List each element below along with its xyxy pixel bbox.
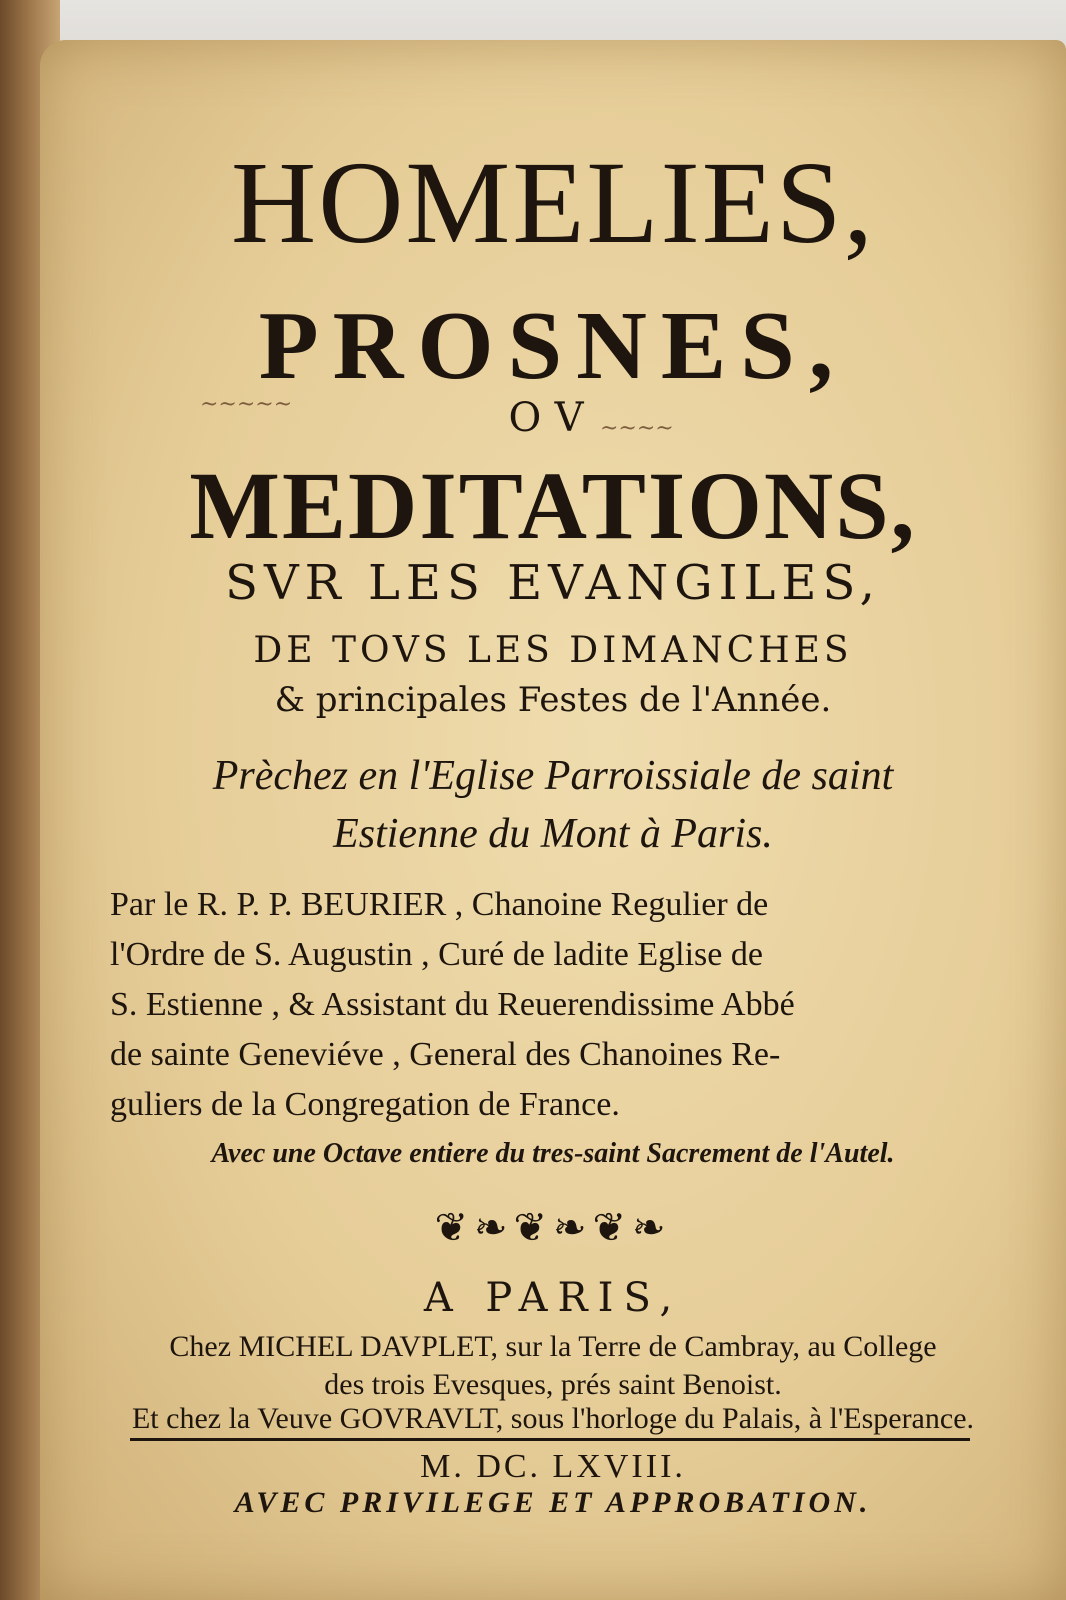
title-line-homelies: HOMELIES, (230, 137, 875, 268)
imprint-year: M. DC. LXVIII. (420, 1448, 686, 1485)
title-page (40, 40, 1066, 1600)
author-line: l'Ordre de S. Augustin , Curé de ladite Eglise de (110, 936, 763, 973)
handwritten-annotation-right: ~~~~ (600, 416, 674, 441)
imprint-place: A PARIS, (423, 1275, 683, 1321)
imprint-publisher-3: Et chez la Veuve GOVRAVLT, sous l'horloge du Palais, à l'Esperance. (131, 1402, 975, 1435)
preached-line-1: Prèchez en l'Eglise Parroissiale de saint (212, 753, 894, 799)
title-line-festes: & principales Festes de l'Année. (274, 680, 832, 720)
title-line-dimanches: DE TOVS LES DIMANCHES (253, 630, 853, 671)
author-block (110, 880, 1010, 1130)
horizontal-rule (130, 1438, 970, 1441)
author-line: de sainte Geneviéve , General des Chanoines Re- (110, 1036, 781, 1073)
title-line-ou: OV (508, 395, 598, 441)
privilege-line: AVEC PRIVILEGE ET APPROBATION. (234, 1486, 872, 1519)
author-line: Par le R. P. P. BEURIER , Chanoine Regulier de (110, 886, 769, 923)
imprint-publisher-1: Chez MICHEL DAVPLET, sur la Terre de Cambray, au College (169, 1330, 937, 1363)
handwritten-annotation-left: ~~~~~ (200, 392, 293, 417)
printer-ornament: ❦❧❦❧❦❧ (434, 1205, 672, 1251)
preached-line-2: Estienne du Mont à Paris. (333, 811, 773, 857)
octave-line: Avec une Octave entiere du tres-saint Sacrement de l'Autel. (211, 1138, 895, 1169)
title-line-evangiles: SVR LES EVANGILES, (225, 555, 881, 611)
title-line-prosnes: PROSNES, (258, 292, 848, 400)
title-line-meditations: MEDITATIONS, (189, 452, 917, 559)
imprint-publisher-2: des trois Evesques, prés saint Benoist. (324, 1368, 782, 1401)
author-line: S. Estienne , & Assistant du Reuerendissime Abbé (110, 986, 795, 1023)
author-line: guliers de la Congregation de France. (110, 1086, 620, 1123)
